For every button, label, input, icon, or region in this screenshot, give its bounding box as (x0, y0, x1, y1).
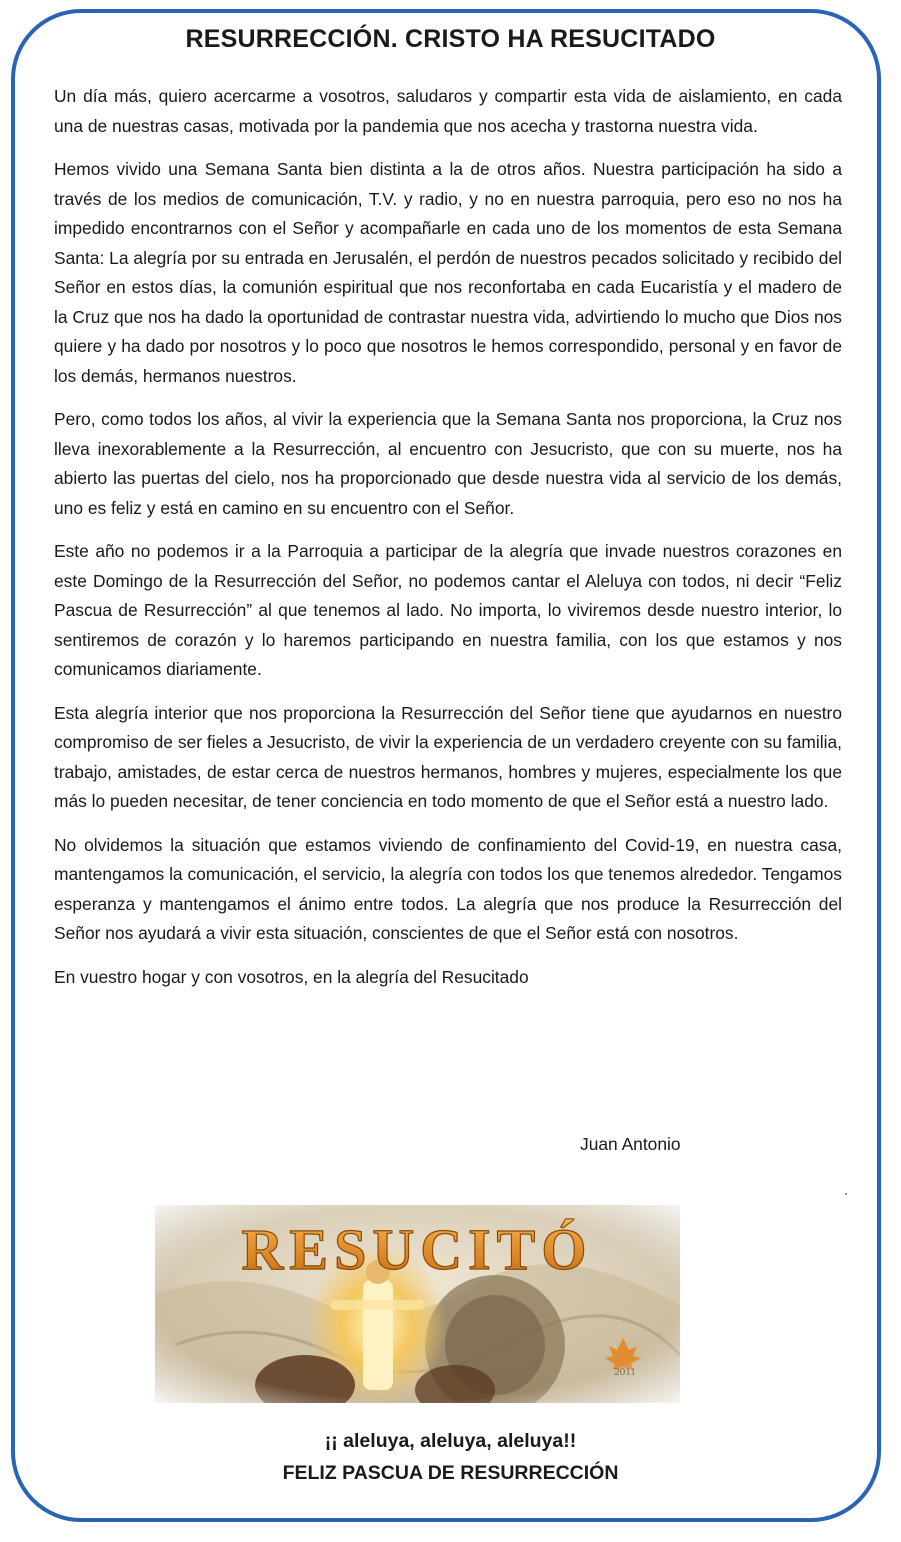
stray-mark (845, 1193, 847, 1195)
paragraph-4: Este año no podemos ir a la Parroquia a participar de la alegría que invade nuestros corazones en este Domingo de la Resurrección del Señor, no podemos cantar el Aleluya con todos, ni decir “Feliz Pascua de Resurrección” al que tenemos al lado. No importa, lo viviremos desde nuestro interior, lo sentiremos de corazón y lo haremos participando en nuestra familia, con los que estamos y nos comunicamos diariamente. (54, 541, 842, 679)
footer-alleluia: ¡¡ aleluya, aleluya, aleluya!! (324, 1430, 577, 1452)
article-body (54, 82, 842, 1006)
footer-easter-greeting: FELIZ PASCUA DE RESURRECCIÓN (282, 1462, 619, 1484)
closing-line: En vuestro hogar y con vosotros, en la alegría del Resucitado (54, 966, 529, 987)
paragraph-1: Un día más, quiero acercarme a vosotros, saludaros y compartir esta vida de aislamiento, en cada una de nuestras casas, motivada por la pandemia que nos acecha y trastorna nuestra vida. (54, 86, 842, 136)
paragraph-3: Pero, como todos los años, al vivir la experiencia que la Semana Santa nos proporciona, la Cruz nos lleva inexorablemente a la Resurrección, al encuentro con Jesucristo, que con su muerte, nos ha abierto las puertas del cielo, nos ha proporcionado que desde nuestra vida al servicio de los demás, uno es feliz y está en camino en su encuentro con el Señor. (54, 409, 842, 518)
paragraph-2: Hemos vivido una Semana Santa bien distinta a la de otros años. Nuestra participación ha sido a través de los medios de comunicación, T.V. y radio, y no en nuestra parroquia, pero eso no nos ha impedido encontrarnos con el Señor y acompañarle en cada uno de los momentos de esta Semana Santa: La alegría por su entrada en Jerusalén, el perdón de nuestros pecados solicitado y recibido del Señor en estos días, la comunión espiritual que nos reconfortaba en cada Eucaristía y el madero de la Cruz que nos ha dado la oportunidad de contrastar nuestra vida, advirtiendo lo mucho que Dios nos quiere y ha dado por nosotros y lo poco que nosotros le hemos correspondido, personal y en favor de los demás, hermanos nuestros. (54, 159, 842, 386)
paragraph-5: Esta alegría interior que nos proporciona la Resurrección del Señor tiene que ayudarnos en nuestro compromiso de ser fieles a Jesucristo, de vivir la experiencia de un verdadero creyente con su familia, trabajo, amistades, de estar cerca de nuestros hermanos, hombres y mujeres, especialmente los que más lo pueden necesitar, de tener conciencia en todo momento de que el Señor está a nuestro lado. (54, 702, 842, 811)
paragraph-6: No olvidemos la situación que estamos viviendo de confinamiento del Covid-19, en nuestra casa, mantengamos la comunicación, el servicio, la alegría con todos los que tenemos alrededor. Tengamos esperanza y mantengamos el ánimo entre todos. La alegría que nos produce la Resurrección del Señor nos ayudará a vivir esta situación, conscientes de que el Señor está con nosotros. (54, 834, 842, 943)
page-title: RESURRECCIÓN. CRISTO HA RESUCITADO (185, 25, 716, 53)
resurrection-image (155, 1205, 680, 1403)
signature: Juan Antonio (580, 1134, 681, 1154)
